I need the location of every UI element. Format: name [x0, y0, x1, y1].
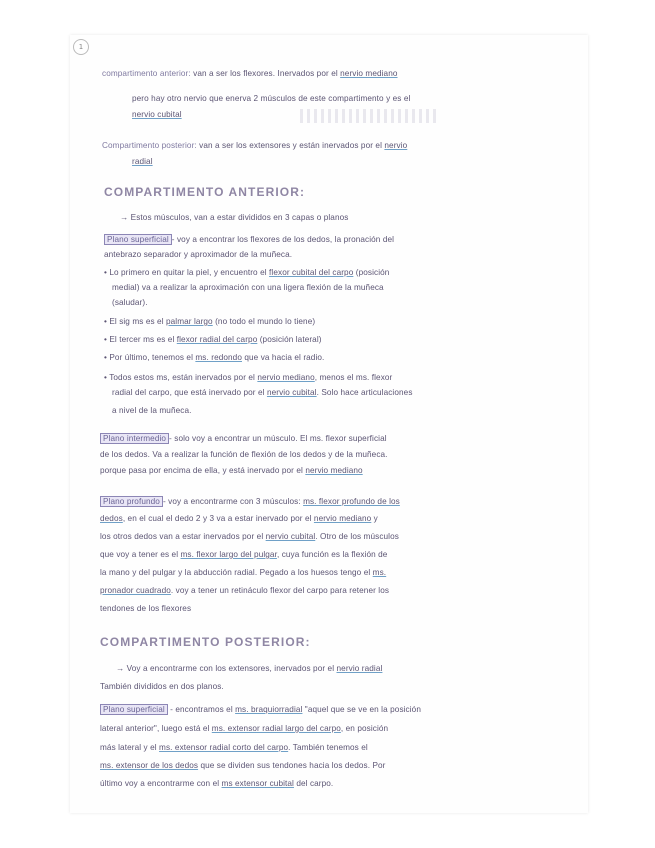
prof-underlined-5: ms. flexor largo del pulgar — [180, 550, 277, 559]
heading-compartimento-posterior: COMPARTIMENTO POSTERIOR: — [100, 635, 311, 649]
post-line-2: También divididos en dos planos. — [100, 682, 224, 691]
intro2-underlined: nervio — [384, 141, 408, 150]
b5-text-4: . Solo hace articulaciones — [316, 388, 413, 397]
post-arrow-line — [116, 663, 382, 674]
b5-text-3: radial del carpo, que está inervado por el — [112, 388, 267, 397]
b4-text: • Por último, tenemos el — [104, 353, 196, 362]
sup-text-1: - voy a encontrar los flexores de los dedos, la pronación del — [171, 235, 395, 244]
label-plano-superficial: Plano superficial — [104, 234, 172, 245]
prof-text-2: , en el cual el dedo 2 y 3 va a estar inervado por el — [122, 514, 314, 523]
ps-text-2: "aquel que se ve en la posición — [302, 705, 421, 714]
sup-bullet-3 — [104, 334, 322, 345]
intro-line-1 — [102, 68, 398, 79]
int-text-3: porque pasa por encima de ella, y está inervado por el — [100, 466, 306, 475]
intro2-underlined-2: radial — [132, 157, 153, 166]
prof-text-5: . Otro de los músculos — [315, 532, 399, 541]
int-line-1 — [100, 433, 387, 444]
sup-bullet-1-line-2: medial) va a realizar la aproximación con una ligera flexión de la muñeca — [112, 283, 384, 292]
int-line-3 — [100, 465, 363, 476]
ps-text-3: lateral anterior", luego está el — [100, 724, 212, 733]
intro-line-3 — [132, 109, 182, 120]
anterior-arrow-line: → Estos músculos, van a estar divididos en 3 capas o planos — [120, 213, 349, 222]
notebook-page — [70, 35, 588, 813]
intro-text: van a ser los flexores. Inervados por el — [190, 69, 341, 78]
ps-underlined-2: ms. extensor radial largo del carpo — [211, 724, 341, 733]
prof-line-6 — [100, 585, 389, 596]
intro2-text: van a ser los extensores y están inervados por el — [196, 141, 385, 150]
sup-line-2: antebrazo separador y aproximador de la muñeca. — [104, 250, 293, 259]
prof-underlined-1: ms. flexor profundo de los — [303, 497, 400, 506]
prof-line-1 — [100, 496, 400, 507]
sup-bullet-1-line-3: (saludar). — [112, 298, 148, 307]
prof-underlined-6: ms. — [372, 568, 387, 577]
sup-bullet-2 — [104, 316, 315, 327]
sup-bullet-5 — [104, 372, 392, 383]
prof-text-8: la mano y del pulgar y la abducción radial. Pegado a los huesos tengo el — [100, 568, 373, 577]
b5-text: • Todos estos ms, están inervados por el — [104, 373, 258, 382]
page-number-marker: 1 — [73, 39, 89, 55]
b2-text: • El sig ms es el — [104, 317, 166, 326]
ps-text-6: . También tenemos el — [288, 743, 368, 752]
prof-text-3: y — [371, 514, 378, 523]
prof-underlined-2: dedos — [100, 514, 123, 523]
intro-underlined-2: nervio cubital — [132, 110, 182, 119]
b1-text-2: (posición — [353, 268, 390, 277]
b3-text: • El tercer ms es el — [104, 335, 177, 344]
prof-text-7: , cuya función es la flexión de — [276, 550, 388, 559]
post-sup-line-1 — [100, 704, 421, 715]
heading-compartimento-anterior: COMPARTIMENTO ANTERIOR: — [104, 185, 306, 199]
ps-text-1: - encontramos el — [167, 705, 236, 714]
prof-line-4 — [100, 549, 387, 560]
sup-bullet-1 — [104, 267, 389, 278]
prof-text-4: los otros dedos van a estar inervados por el — [100, 532, 266, 541]
sup-bullet-5-line-3: a nivel de la muñeca. — [112, 406, 192, 415]
sup-line-1 — [104, 234, 394, 245]
sup-bullet-5-line-2 — [112, 387, 413, 398]
ps-underlined-4: ms. extensor de los dedos — [100, 761, 199, 770]
b2-underlined: palmar largo — [166, 317, 213, 326]
sup-bullet-4 — [104, 352, 324, 363]
ps-underlined-5: ms extensor cubital — [221, 779, 294, 788]
intro2-line-2 — [132, 156, 153, 167]
ps-text-9: del carpo. — [293, 779, 334, 788]
b4-underlined: ms. redondo — [195, 353, 242, 362]
ps-underlined-1: ms. braquiorradial — [235, 705, 303, 714]
int-text-1: - solo voy a encontrar un músculo. El ms. flexor superficial — [169, 434, 387, 443]
intro2-term: Compartimento posterior: — [102, 141, 197, 150]
prof-underlined-3: nervio mediano — [313, 514, 372, 523]
ps-text-5: más lateral y el — [100, 743, 160, 752]
prof-text-9: . voy a tener un retináculo flexor del carpo para retener los — [170, 586, 390, 595]
prof-line-7: tendones de los flexores — [100, 604, 192, 613]
erased-text-smudge — [300, 109, 440, 123]
b5-text-2: , menos el ms. flexor — [314, 373, 393, 382]
b1-underlined: flexor cubital del carpo — [269, 268, 354, 277]
prof-line-2 — [100, 513, 378, 524]
intro-term: compartimento anterior: — [102, 69, 191, 78]
prof-line-5 — [100, 567, 386, 578]
label-plano-superficial-posterior: Plano superficial — [100, 704, 168, 715]
b5-underlined: nervio mediano — [257, 373, 315, 382]
intro2-line-1 — [102, 140, 407, 151]
prof-line-3 — [100, 531, 399, 542]
prof-underlined-4: nervio cubital — [265, 532, 316, 541]
b3-text-2: (posición lateral) — [257, 335, 322, 344]
post-sup-line-4 — [100, 760, 386, 771]
prof-underlined-7: pronador cuadrado — [100, 586, 171, 595]
label-plano-profundo: Plano profundo — [100, 496, 163, 507]
intro-line-2: pero hay otro nervio que enerva 2 músculos de este compartimento y es el — [132, 94, 411, 103]
ps-text-4: , en posición — [340, 724, 389, 733]
b1-text: • Lo primero en quitar la piel, y encuentro el — [104, 268, 270, 277]
post-arrow-underlined: nervio radial — [336, 664, 383, 673]
ps-text-8: último voy a encontrarme con el — [100, 779, 222, 788]
ps-text-7: que se dividen sus tendones hacia los dedos. Por — [198, 761, 386, 770]
b2-text-2: (no todo el mundo lo tiene) — [212, 317, 316, 326]
int-line-2: de los dedos. Va a realizar la función de flexión de los dedos y de la muñeca. — [100, 450, 388, 459]
prof-text-1: - voy a encontrarme con 3 músculos: — [162, 497, 304, 506]
ps-underlined-3: ms. extensor radial corto del carpo — [159, 743, 289, 752]
post-sup-line-3 — [100, 742, 368, 753]
post-sup-line-5 — [100, 778, 333, 789]
b4-text-2: que va hacia el radio. — [242, 353, 325, 362]
label-plano-intermedio: Plano intermedio — [100, 433, 169, 444]
intro-underlined: nervio mediano — [340, 69, 398, 78]
b5-underlined-2: nervio cubital — [266, 388, 317, 397]
post-arrow-text: → Voy a encontrarme con los extensores, inervados por el — [116, 664, 337, 673]
prof-text-6: que voy a tener es el — [100, 550, 181, 559]
b3-underlined: flexor radial del carpo — [176, 335, 258, 344]
post-sup-line-2 — [100, 723, 388, 734]
int-underlined: nervio mediano — [305, 466, 363, 475]
